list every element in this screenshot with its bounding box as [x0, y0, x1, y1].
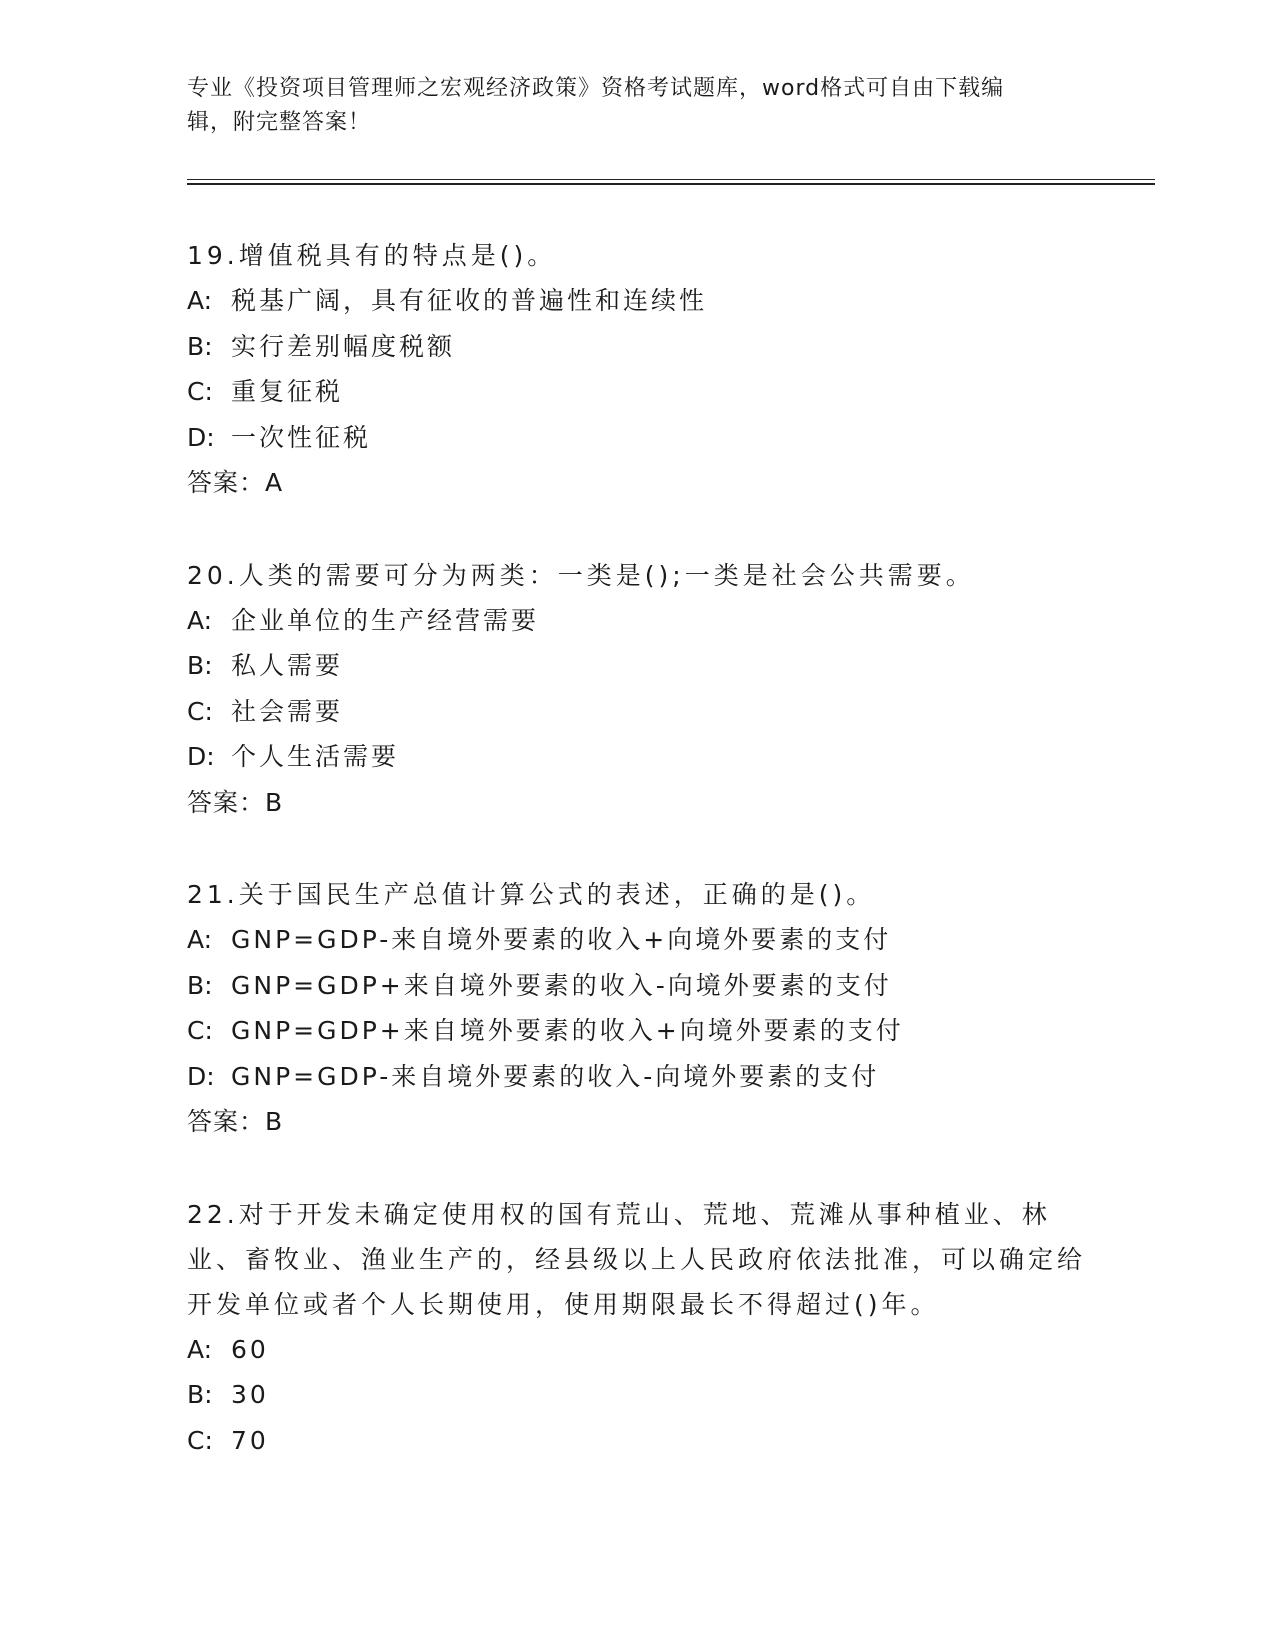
option-a [187, 1327, 1087, 1373]
option-text: 社会需要 [231, 696, 344, 726]
answer-line: 答案：B [187, 787, 284, 817]
option-text: 30 [231, 1380, 269, 1409]
option-label: A: [187, 286, 213, 315]
question-stem: 22.对于开发未确定使用权的国有荒山、荒地、荒滩从事种植业、林业、畜牧业、渔业生产的，经县级以上人民政府依法批准，可以确定给开发单位或者个人长期使用，使用期限最长不得超过()年。 [187, 1199, 1087, 1319]
option-label: A: [187, 605, 213, 635]
answer-line: 答案：A [187, 468, 284, 497]
option-label: D: [187, 422, 215, 452]
option-label: D: [187, 1061, 215, 1091]
question-stem: 20.人类的需要可分为两类：一类是();一类是社会公共需要。 [187, 560, 975, 590]
option-c [187, 369, 1087, 415]
option-label: B: [187, 1380, 213, 1409]
question-stem: 19.增值税具有的特点是()。 [187, 241, 557, 270]
option-label: B: [187, 331, 213, 361]
option-d [187, 1054, 1087, 1100]
option-c [187, 1008, 1087, 1054]
option-d [187, 415, 1087, 461]
option-label: A: [187, 1334, 213, 1364]
option-label: C: [187, 1425, 213, 1455]
option-b [187, 643, 1087, 689]
option-text: GNP=GDP+来自境外要素的收入+向境外要素的支付 [231, 1016, 904, 1045]
option-text: GNP=GDP-来自境外要素的收入-向境外要素的支付 [231, 1061, 880, 1091]
option-label: C: [187, 377, 213, 406]
option-d [187, 734, 1087, 780]
option-text: 企业单位的生产经营需要 [231, 605, 540, 635]
option-label: C: [187, 696, 213, 726]
question-20 [187, 553, 1087, 826]
option-c [187, 1418, 1087, 1464]
question-19 [187, 233, 1087, 506]
option-label: D: [187, 742, 215, 771]
option-text: 重复征税 [231, 377, 344, 406]
option-a [187, 278, 1087, 324]
option-b [187, 1372, 1087, 1418]
option-text: 私人需要 [231, 651, 344, 680]
option-text: 一次性征税 [231, 422, 372, 452]
option-label: B: [187, 651, 213, 680]
answer-line: 答案：B [187, 1107, 284, 1136]
option-label: C: [187, 1016, 213, 1045]
option-text: GNP=GDP+来自境外要素的收入-向境外要素的支付 [231, 970, 892, 1000]
option-text: 60 [231, 1334, 269, 1364]
option-b [187, 324, 1087, 370]
question-21 [187, 872, 1087, 1145]
document-header [187, 72, 1087, 140]
header-divider-thin [187, 179, 1155, 180]
option-text: 70 [231, 1425, 269, 1455]
option-text: GNP=GDP-来自境外要素的收入+向境外要素的支付 [231, 925, 892, 954]
option-b [187, 963, 1087, 1009]
option-text: 实行差别幅度税额 [231, 331, 456, 361]
option-label: A: [187, 925, 213, 954]
option-text: 税基广阔，具有征收的普遍性和连续性 [231, 286, 708, 315]
header-divider-thick [187, 183, 1155, 185]
option-text: 个人生活需要 [231, 742, 400, 771]
option-c [187, 689, 1087, 735]
option-a [187, 917, 1087, 963]
option-label: B: [187, 970, 213, 1000]
option-a [187, 598, 1087, 644]
question-stem: 21.关于国民生产总值计算公式的表述，正确的是()。 [187, 880, 876, 909]
header-line-2: 辑，附完整答案！ [187, 110, 372, 135]
question-22 [187, 1192, 1087, 1464]
header-line-1: 专业《投资项目管理师之宏观经济政策》资格考试题库，word格式可自由下载编 [187, 76, 1005, 101]
question-list [187, 233, 1087, 1463]
